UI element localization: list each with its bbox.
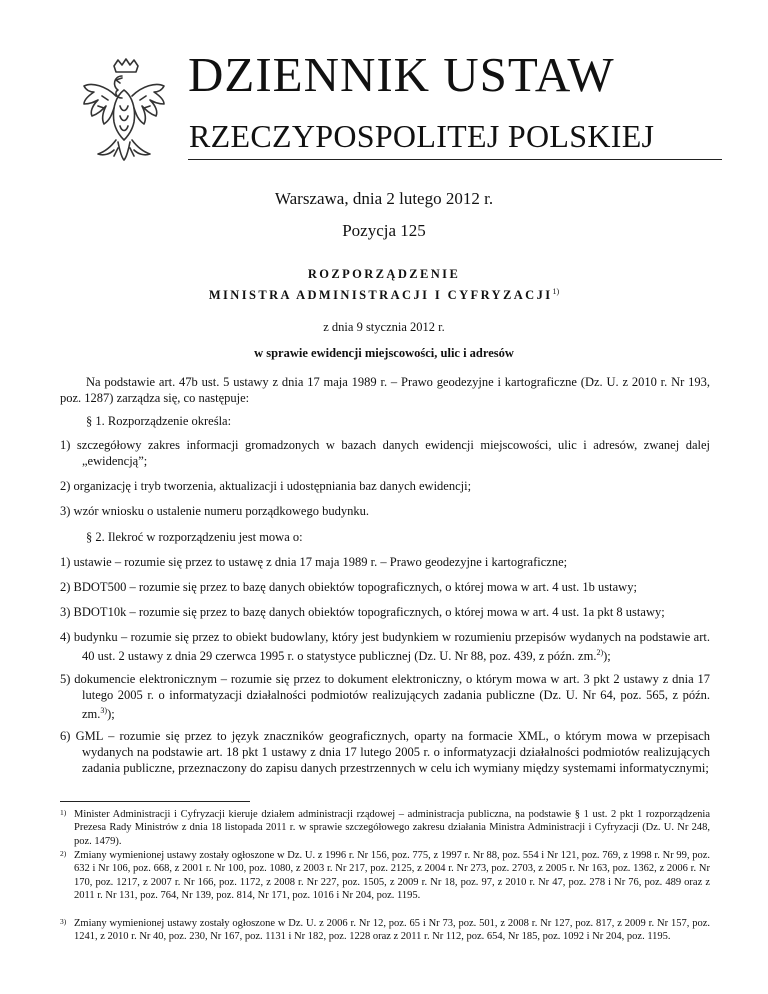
list-item [60,629,710,664]
list-item [60,728,710,776]
footnote [60,808,710,848]
paragraph-2-item-2: 2) BDOT500 – rozumie się przez to bazę danych obiektów topograficznych, o której mowa w art. 4 ust. 1b ustawy; [60,580,637,594]
list-item [60,671,710,722]
footnote-ref-2: 2) [596,648,604,657]
footnote [60,849,710,903]
list-item [60,437,710,469]
paragraph-2-item-5-text: 5) dokumencie elektronicznym – rozumie się przez to dokument elektroniczny, o którym mowa w art. 3 pkt 2 ustawy z dnia 17 lutego 2005 r. o informatyzacji działalności podmiotów realizujących zadania publiczne (Dz. U. Nr 64, poz. 565, z późn. zm. [60,672,710,722]
paragraph-1-intro-text: § 1. Rozporządzenie określa: [86,414,232,428]
act-issuer-footnote-ref: 1) [552,287,560,296]
footnote-text: Zmiany wymienionej ustawy zostały ogłoszone w Dz. U. z 2006 r. Nr 12, poz. 65 i Nr 73, poz. 501, z 2008 r. Nr 127, poz. 817, z 2009 r. Nr 157, poz. 1241, z 2010 r. Nr 40, poz. 230, Nr 167, poz. 1131 i Nr 182, poz. 1228 oraz z 2011 r. Nr 112, poz. 654, Nr 185, poz. 1092 i Nr 204, poz. 1195. [74,918,710,943]
footnote-text: Zmiany wymienionej ustawy zostały ogłoszone w Dz. U. z 1996 r. Nr 156, poz. 775, z 1997 r. Nr 88, poz. 554 i Nr 121, poz. 769, z 1998 r. Nr 99, poz. 632 i Nr 106, poz. 668, z 2001 r. Nr 100, poz. 1080, z 2003 r. Nr 217, poz. 2125, z 2004 r. Nr 273, poz. 2703, z 2005 r. Nr 163, poz. 1362, z 2006 r. Nr 170, poz. 1217, z 2007 r. Nr 166, poz. 1172, z 2008 r. Nr 227, poz. 1505, z 2009 r. Nr 18, poz. 97, z 2010 r. Nr 47, poz. 278 i Nr 76, poz. 489 oraz z 2011 r. Nr 131, poz. 764, Nr 139, poz. 814, Nr 171, poz. 1016 i Nr 204, poz. 1195. [74,850,710,902]
footnote-mark: 3) [60,917,67,926]
paragraph-2-item-4-end: ); [603,649,611,664]
paragraph-1-item-1: 1) szczegółowy zakres informacji gromadzonych w bazach danych ewidencji miejscowości, ulic i adresów, zwanej dalej „ewidencją”; [60,438,710,468]
list-item [60,579,710,595]
list-item [60,478,710,494]
footnote [60,917,710,944]
header-rule [188,159,722,160]
paragraph-2-item-3: 3) BDOT10k – rozumie się przez to bazę danych obiektów topograficznych, o której mowa w art. 4 ust. 1a pkt 8 ustawy; [60,605,665,619]
footnote-text: Minister Administracji i Cyfryzacji kieruje działem administracji rządowej – administracja publiczna, na podstawie § 1 ust. 2 pkt 1 rozporządzenia Prezesa Rady Ministrów z dnia 18 listopada 2011 r. w sprawie szczegółowego zakresu działania Ministra Administracji i Cyfryzacji (Dz. U. Nr 248, poz. 1479). [74,809,710,847]
list-item [60,503,710,519]
act-date: z dnia 9 stycznia 2012 r. [323,320,445,334]
list-item [60,554,710,570]
paragraph-2-item-5 [60,671,710,722]
paragraph-2-intro [60,529,710,545]
act-type: ROZPORZĄDZENIE [307,267,461,281]
footnote-mark: 2) [60,849,67,858]
paragraph-2-item-4 [60,629,710,664]
paragraph-2-item-5-end: ); [107,707,115,722]
footnote-mark: 1) [60,808,67,817]
gazette-subtitle: RZECZYPOSPOLITEJ POLSKIEJ [189,118,655,154]
polish-eagle-emblem [78,56,170,164]
paragraph-1-intro [60,413,710,429]
act-issuer [0,287,768,303]
paragraph-1-item-2: 2) organizację i tryb tworzenia, aktualizacji i udostępniania baz danych ewidencji; [60,479,472,493]
paragraph-2-item-1: 1) ustawie – rozumie się przez to ustawę z dnia 17 maja 1989 r. – Prawo geodezyjne i kartograficzne; [60,555,568,569]
act-issuer-text: MINISTRA ADMINISTRACJI I CYFRYZACJI [208,288,553,303]
paragraph-2-intro-text: § 2. Ilekroć w rozporządzeniu jest mowa o: [86,530,303,544]
act-subject: w sprawie ewidencji miejscowości, ulic i adresów [254,346,514,360]
gazette-title: DZIENNIK USTAW [188,47,615,102]
paragraph-1-item-3: 3) wzór wniosku o ustalenie numeru porządkowego budynku. [60,504,369,518]
footnote-rule [60,801,250,802]
preamble-text: Na podstawie art. 47b ust. 5 ustawy z dnia 17 maja 1989 r. – Prawo geodezyjne i kartograficzne (Dz. U. z 2010 r. Nr 193, poz. 1287) zarządza się, co następuje: [60,375,710,405]
paragraph-2-item-6: 6) GML – rozumie się przez to język znaczników geograficznych, oparty na formacie XML, o którym mowa w przepisach wydanych na podstawie art. 18 pkt 1 ustawy z dnia 17 lutego 2005 r. o informatyzacji działalności podmiotów realizujących zadania publiczne, przeznaczony do zapisu danych przestrzennych w celu ich wymiany między systemami informatycznymi; [60,729,710,775]
issue-date: Warszawa, dnia 2 lutego 2012 r. [274,189,494,208]
position-number: Pozycja 125 [342,221,426,240]
preamble [60,374,710,406]
footnote-ref-3: 3) [100,706,108,715]
list-item [60,604,710,620]
paragraph-2-item-4-text: 4) budynku – rozumie się przez to obiekt budowlany, który jest budynkiem w rozumieniu przepisów wydanych na podstawie art. 40 ust. 2 ustawy z dnia 29 czerwca 1995 r. o statystyce publicznej (Dz. U. Nr 88, poz. 439, z późn. zm. [60,630,710,664]
